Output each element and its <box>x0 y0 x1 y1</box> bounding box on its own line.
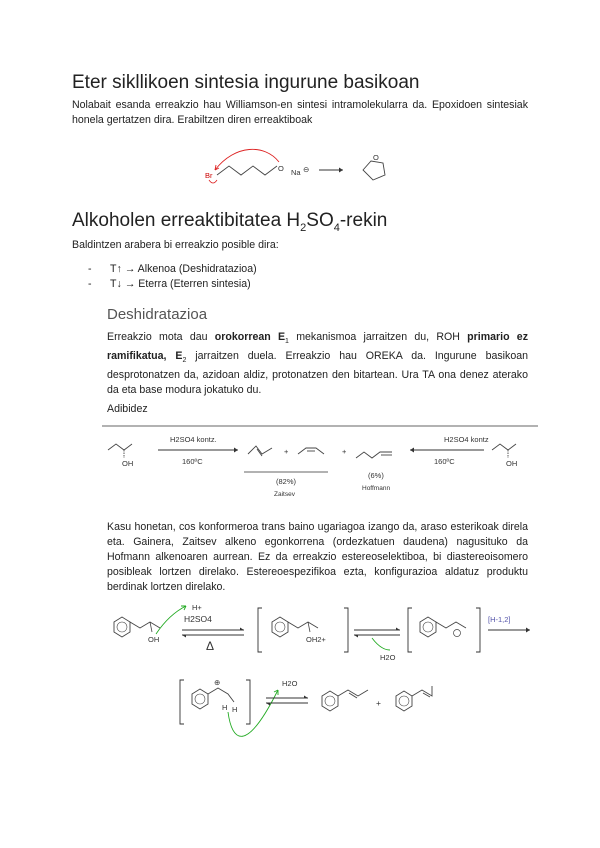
product-cis-double <box>423 693 430 697</box>
aromatic-circle-2 <box>275 622 285 632</box>
green-arrow-water-loss <box>372 638 390 650</box>
oh-label: OH <box>148 635 160 644</box>
side-chain-3 <box>436 622 466 628</box>
bracket-open-1 <box>258 608 262 652</box>
conditions-list <box>88 262 257 292</box>
plus-2: + <box>342 447 347 456</box>
reagent-left: H2SO4 kontz. <box>170 435 217 444</box>
benzene-ring-6 <box>396 691 412 711</box>
aromatic-circle-4 <box>195 694 205 704</box>
thf-ring <box>363 161 385 180</box>
red-arrow-leaving <box>209 180 217 183</box>
example-label: Adibidez <box>107 403 148 415</box>
thf-oxygen: O <box>373 153 379 162</box>
eq3-arrowhead-forward <box>304 696 308 699</box>
benzene-ring-3 <box>420 617 436 637</box>
example-reaction <box>100 420 540 502</box>
h-label: H <box>222 703 228 712</box>
arrowhead-right <box>410 448 414 453</box>
benzene-ring-2 <box>272 617 288 637</box>
red-arrow-attack <box>215 149 279 170</box>
williamson-paragraph: Nolabait esanda erreakzio hau Williamson-en sintesi intramolekularra da. Epoxidoen sintesiak honela gertatzen dira. Erabiltzen diren erreaktiboak <box>72 99 528 126</box>
alcohol-right-oh: OH <box>506 459 518 468</box>
section-title-cyclic-ether: Eter sikllikoen sintesia ingurune basikoan <box>72 72 420 93</box>
bracket-close-3 <box>246 680 250 724</box>
bold-run: orokorrean E <box>214 331 286 343</box>
arrowhead-left <box>234 448 238 453</box>
h2o-label-2: H2O <box>282 679 298 688</box>
hydride-shift-label: [H-1,2] <box>488 615 511 624</box>
h2so4-label: H2SO4 <box>184 614 212 624</box>
title-sub: 4 <box>333 221 340 234</box>
title-part: -rekin <box>339 210 388 231</box>
sub-run: 1 <box>285 338 289 346</box>
label-hoffmann: Hoffmann <box>362 485 391 492</box>
eq-arrowhead-forward <box>240 628 244 631</box>
bullet-ether: - T↓ → Eterra (Eterren sintesia) <box>88 277 257 292</box>
alcohol-right <box>492 444 516 450</box>
cation-label: ⊕ <box>214 678 221 687</box>
temp-right: 160ºC <box>434 457 455 466</box>
alcohol-left-oh: OH <box>122 459 134 468</box>
title-part: Alkoholen erreaktibitatea H <box>72 210 301 231</box>
scheme-charge: ⊖ <box>303 165 310 174</box>
bracket-close-1 <box>344 608 348 652</box>
text-run: jarraitzen duela. Erreakzio hau OREKA da. Ingurune basikoan desprotonatzen da, azidoan aldiz, protonatzen den bitartean. Ura TA ona denez aterako da eta base modura jokatuko du. <box>107 350 528 397</box>
alcohol-left <box>108 444 132 450</box>
dehydration-paragraph <box>107 330 528 398</box>
mechanism-row-1 <box>100 598 540 668</box>
title-part: SO <box>306 210 334 231</box>
title-sub: 2 <box>300 221 307 234</box>
plus-products: + <box>376 698 381 708</box>
bracket-close-2 <box>476 608 480 652</box>
stereo-paragraph: Kasu honetan, cos konformeroa trans baino ugariagoa izango da, araso esterikoak direla eta. Gainera, Zaitsev alkeno egonkorrena (ordezkatuen daudena) nagusituko da Hofmann alkenoaren aurrean. Ez da erreakzio estereoselektiboa, bi diastereoisomero posibleak lortzen direlako. Estereoespezifikoa ezta, konfigurazioa aldatuz produktu berdinak lortzen direlako. <box>107 521 528 593</box>
benzene-ring-4 <box>192 689 208 709</box>
section-title-h2so4 <box>72 210 387 234</box>
eq3-arrowhead-back <box>266 703 270 706</box>
subsection-title-dehydration: Deshidratazioa <box>107 306 208 323</box>
label-zaitsev: Zaitsev <box>274 491 295 498</box>
williamson-scheme <box>195 142 425 190</box>
bold-run: primario ez ramifikatua, E <box>107 331 528 363</box>
h-plus: H+ <box>192 603 202 612</box>
scheme-na: Na <box>291 168 301 177</box>
reagent-right: H2SO4 kontz <box>444 435 489 444</box>
aromatic-circle-3 <box>423 622 433 632</box>
side-chain-2 <box>288 622 318 628</box>
eq2-arrowhead-forward <box>396 628 400 631</box>
side-chain <box>130 622 160 628</box>
green-arrow-protonation <box>156 606 186 634</box>
delta-label: Δ <box>206 639 215 653</box>
benzene-ring <box>114 617 130 637</box>
text-run: mekanismoa jarraitzen du, ROH <box>288 331 468 343</box>
yield-hoffmann: (6%) <box>368 471 384 480</box>
h-label-2: H <box>232 705 238 714</box>
side-chain-4 <box>208 688 234 702</box>
sub-run: 2 <box>182 357 187 365</box>
scheme-chain <box>217 166 277 175</box>
oh2-label: OH2+ <box>306 635 326 644</box>
scheme-br: Br <box>205 171 213 180</box>
temp-left: 160ºC <box>182 457 203 466</box>
product-cis-chain <box>412 686 432 696</box>
eq2-arrowhead-back <box>354 635 358 638</box>
yield-zaitsev: (82%) <box>276 477 297 486</box>
aromatic-circle <box>117 622 127 632</box>
shift-arrowhead <box>526 628 530 633</box>
aromatic-circle-6 <box>399 696 409 706</box>
product-trans-double <box>349 693 357 698</box>
benzene-ring-5 <box>322 691 338 711</box>
aromatic-circle-5 <box>325 696 335 706</box>
conditions-intro: Baldintzen arabera bi erreakzio posible dira: <box>72 239 279 251</box>
bracket-open-2 <box>408 608 412 652</box>
h2o-label: H2O <box>380 653 396 662</box>
bullet-alkene: - T↑ → Alkenoa (Deshidratazioa) <box>88 262 257 277</box>
mechanism-row-2 <box>170 672 470 764</box>
scheme-o: O <box>278 164 284 173</box>
plus-1: + <box>284 447 289 456</box>
text-run: Erreakzio mota dau <box>107 331 215 343</box>
carbocation-charge <box>454 630 461 637</box>
eq-arrowhead-back <box>182 635 186 638</box>
reaction-arrowhead <box>339 168 343 173</box>
bracket-open-3 <box>180 680 184 724</box>
